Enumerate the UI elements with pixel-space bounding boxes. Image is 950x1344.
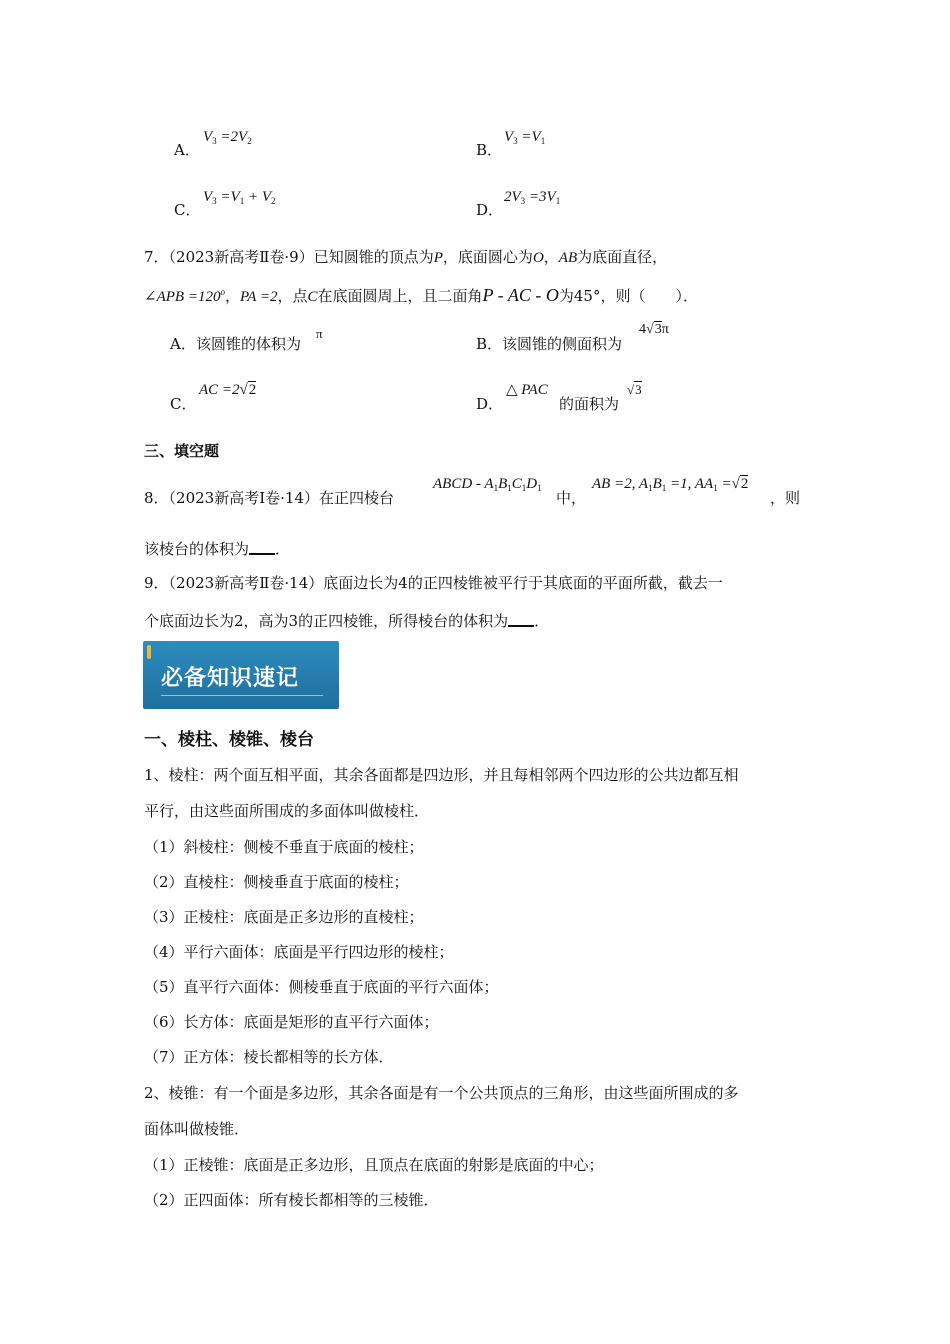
q7-line2: ∠APB $=120^o$，PA =2，点C在底面圆周上，且二面角P - AC - O为45°，则（ ）．: [144, 285, 698, 305]
q9-line1: [144, 576, 723, 591]
q6-option-d-formula: $2V_3 =3V_1$: [504, 189, 561, 206]
q7-stem-text: 在底面圆周上，且二面角: [317, 287, 483, 305]
q7-option-d-value: √3: [627, 382, 642, 397]
list-item: （4）平行六面体：底面是平行四边形的棱柱；: [144, 943, 454, 961]
q8-stem-text: 中，: [556, 489, 587, 507]
q7-option-a-formula: π: [316, 326, 323, 341]
q8-edges-formula: AB =2, $A_1B_1 =1$, $AA_1 =√2$: [592, 476, 749, 493]
q7-stem-text: 已知圆锥的顶点为: [313, 248, 434, 266]
question-source: （2023新高考Ⅰ卷·14）: [168, 489, 320, 507]
q7-option-c-formula: AC =2√2: [199, 382, 257, 398]
list-item: （2）直棱柱：侧棱垂直于底面的棱柱；: [144, 873, 409, 891]
question-source: （2023新高考Ⅱ卷·14）: [168, 574, 324, 592]
banner-underline: [161, 695, 323, 696]
q8-stem-text: 在正四棱台: [319, 489, 395, 507]
q7-option-d-text: 的面积为: [559, 395, 620, 413]
answer-blank[interactable]: [249, 541, 275, 555]
list-item: （1）斜棱柱：侧棱不垂直于底面的棱柱；: [144, 838, 424, 856]
list-item: （7）正方体：棱长都相等的长方体．: [144, 1048, 394, 1066]
banner-title: 必备知识速记: [161, 666, 300, 691]
option-label: C．: [174, 201, 201, 219]
list-item: （5）直平行六面体：侧棱垂直于底面的平行六面体；: [144, 978, 499, 996]
knowledge-heading: 一、棱柱、棱锥、棱台: [144, 730, 314, 750]
q7-stem-text: 为45°，则（ ）．: [558, 287, 698, 305]
q8-stem-text: ，则: [770, 489, 801, 507]
option-label: B．: [476, 335, 503, 353]
question-number: 9．: [144, 574, 169, 592]
q7-line1: [144, 250, 667, 266]
q8-stem-text: ．: [275, 540, 291, 558]
q7-var-c: C: [307, 289, 318, 305]
question-number: 8．: [144, 489, 169, 507]
option-label: C．: [170, 395, 197, 413]
answer-blank[interactable]: [508, 613, 534, 627]
q7-var-o: O: [532, 250, 544, 266]
knowledge-banner: [143, 641, 339, 709]
q7-stem-text: ，底面圆心为: [442, 248, 533, 266]
section-heading: 三、填空题: [144, 442, 220, 460]
q9-stem-text: ．: [534, 612, 550, 630]
q8-stem-text: 该棱台的体积为: [144, 540, 250, 558]
list-item: （2）正四面体：所有棱长都相等的三棱锥．: [144, 1191, 439, 1209]
q7-option-a-text: 该圆锥的体积为: [196, 335, 302, 353]
q6-option-a-formula: $V_3 =2V_2$: [203, 129, 252, 146]
knowledge-p2-line1: 2、棱锥：有一个面是多边形，其余各面是有一个公共顶点的三角形，由这些面所围成的多: [144, 1084, 739, 1102]
q7-stem-text: ，: [543, 248, 559, 266]
q7-stem-text: ，点: [277, 287, 308, 305]
q9-line2: [144, 613, 549, 629]
knowledge-p1-line2: 平行，由这些面所围成的多面体叫做棱柱．: [144, 802, 430, 820]
q7-pa-formula: PA =2: [239, 289, 278, 305]
q7-var-p: P: [433, 250, 443, 266]
list-item: （6）长方体：底面是矩形的直平行六面体；: [144, 1013, 439, 1031]
option-label: B．: [476, 141, 503, 159]
q8-line1: [144, 491, 394, 506]
q7-dihedral-formula: P - AC - O: [482, 285, 559, 305]
list-item: （3）正棱柱：底面是正多边形的直棱柱；: [144, 908, 424, 926]
q8-line2: [144, 541, 290, 557]
list-item: （1）正棱锥：底面是正多边形，且顶点在底面的射影是底面的中心；: [144, 1156, 604, 1174]
q9-stem-text: 底面边长为4的正四棱锥被平行于其底面的平面所截，截去一: [323, 574, 723, 592]
q7-option-d-formula: △ PAC: [506, 382, 548, 398]
question-number: 7．: [144, 248, 169, 266]
question-source: （2023新高考Ⅱ卷·9）: [168, 248, 314, 266]
q7-option-b-formula: 4√3π: [639, 322, 669, 337]
knowledge-p2-line2: 面体叫做棱锥．: [144, 1120, 250, 1138]
option-label: A．: [170, 335, 196, 353]
q6-option-b-formula: $V_3 =V_1$: [504, 129, 546, 146]
banner-accent-bar: [147, 645, 151, 659]
option-label: D．: [476, 201, 504, 219]
q9-stem-text: 个底面边长为2，高为3的正四棱锥，所得棱台的体积为: [144, 612, 509, 630]
q7-stem-text: 为底面直径，: [577, 248, 668, 266]
q8-frustum-formula: ABCD - $A_1B_1C_1D_1$: [433, 476, 542, 493]
knowledge-p1-line1: 1、棱柱：两个面互相平面，其余各面都是四边形，并且每相邻两个四边形的公共边都互相: [144, 766, 739, 784]
q7-var-ab: AB: [558, 250, 578, 266]
q7-option-b-text: 该圆锥的侧面积为: [502, 335, 623, 353]
q6-option-c-formula: $V_3 =V_1 + V_2$: [203, 189, 276, 206]
option-label: D．: [476, 395, 504, 413]
q7-angle-formula: ∠APB $=120^o$: [144, 287, 225, 305]
option-label: A．: [174, 141, 200, 159]
